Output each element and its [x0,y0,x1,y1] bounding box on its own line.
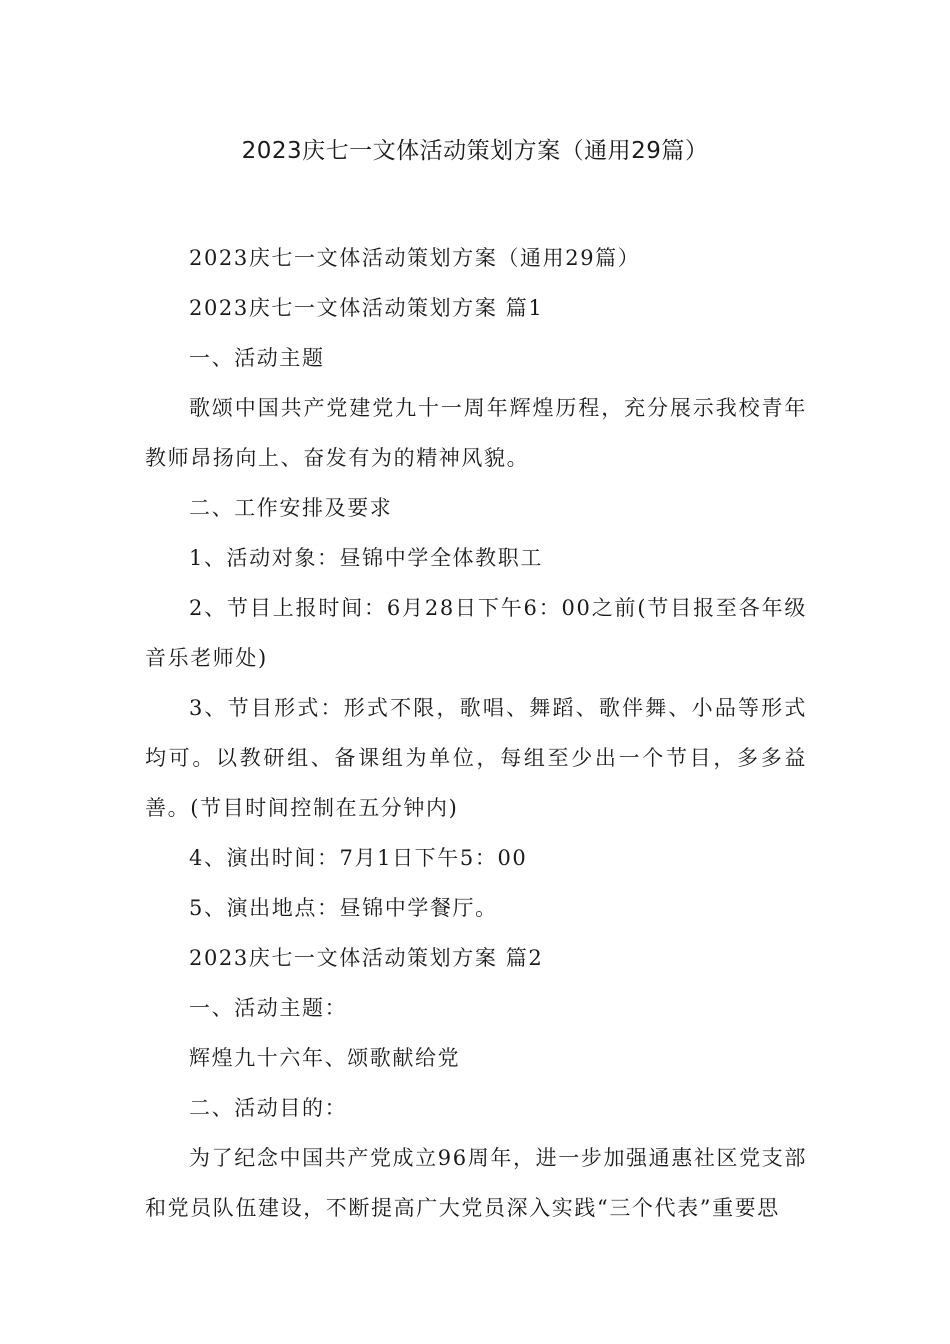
paragraph-submission-time: 2、节目上报时间：6月28日下午6：00之前(节目报至各年级音乐老师处) [145,596,807,670]
paragraph-purpose-heading: 二、活动目的： [189,1096,348,1120]
paragraph-activity-theme-text: 歌颂中国共产党建党九十一周年辉煌历程，充分展示我校青年教师昂扬向上、奋发有为的精神风貌。 [145,396,807,470]
paragraph-program-form: 3、节目形式：形式不限，歌唱、舞蹈、歌伴舞、小品等形式均可。以教研组、备课组为单位，每组至少出一个节目，多多益善。(节目时间控制在五分钟内) [145,696,807,820]
document-body [145,233,807,1233]
paragraph-doc-heading: 2023庆七一文体活动策划方案（通用29篇） [189,246,641,270]
paragraph-activity-target: 1、活动对象：昼锦中学全体教职工 [189,546,543,570]
paragraph-activity-theme-heading: 一、活动主题 [189,346,325,370]
paragraph-arrangement-heading: 二、工作安排及要求 [189,496,393,520]
paragraph-performance-time: 4、演出时间：7月1日下午5：00 [189,846,528,870]
paragraph-section-1-heading: 2023庆七一文体活动策划方案 篇1 [189,296,544,320]
paragraph-section-2-heading: 2023庆七一文体活动策划方案 篇2 [189,946,544,970]
paragraph-performance-venue: 5、演出地点：昼锦中学餐厅。 [189,896,498,920]
paragraph-purpose-text: 为了纪念中国共产党成立96周年，进一步加强通惠社区党支部和党员队伍建设，不断提高广大党员深入实践“三个代表”重要思 [145,1146,807,1220]
paragraph-theme-2-text: 辉煌九十六年、颂歌献给党 [189,1046,461,1070]
paragraph-theme-2-heading: 一、活动主题： [189,996,348,1020]
document-title: 2023庆七一文体活动策划方案（通用29篇） [241,138,709,164]
